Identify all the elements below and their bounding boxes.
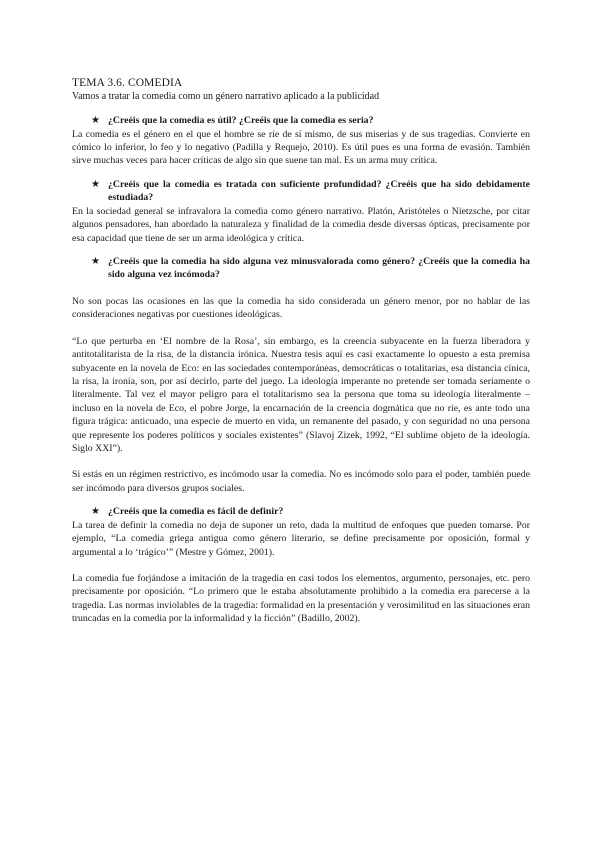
paragraph: En la sociedad general se infravalora la comedia como género narrativo. Platón, Aristóteles o Nietzsche, por citar algunos pensadores, han abordado la naturaleza y finalidad de la comedia desde diversas ópticas, precisamente por esa capacidad que tiene de ser un arma ideológica y crítica. [72, 205, 530, 244]
paragraph: No son pocas las ocasiones en las que la comedia ha sido considerada un género menor, por no hablar de las consideraciones negativas por cuestiones ideológicas. [72, 295, 530, 321]
star-icon: ★ [91, 506, 100, 518]
section-definition [72, 505, 530, 625]
paragraph: La comedia fue forjándose a imitación de la tragedia en casi todos los elementos, argumento, personajes, etc. pero precisamente por oposición. “Lo primero que le estaba absolutamente prohibido a la comedia era parecerse a la tragedia. Las normas inviolables de la tragedia: formalidad en la presentación y verosimilitud en las situaciones eran truncadas en la comedia por la informalidad y la ficción” (Badillo, 2002). [72, 572, 530, 625]
question-heading [72, 114, 530, 128]
section-depth [72, 178, 530, 245]
paragraph: Si estás en un régimen restrictivo, es incómodo usar la comedia. No es incómodo solo para el poder, también puede ser incómodo para diversos grupos sociales. [72, 469, 530, 494]
section-undervalued [72, 255, 530, 495]
paragraph: La comedia es el género en el que el hombre se ríe de sí mismo, de sus miserias y de sus tragedias. Convierte en cómico lo inferior, lo feo y lo negativo (Padilla y Requejo, 2010). Es útil pues es una forma de evasión. También sirve muchas veces para hacer críticas de algo sin que suene tan mal. Es un arma muy crítica. [72, 128, 530, 167]
page-subtitle: Vamos a tratar la comedia como un género narrativo aplicado a la publicidad [72, 91, 380, 102]
star-icon: ★ [91, 115, 100, 126]
star-icon: ★ [91, 255, 100, 267]
paragraph: La tarea de definir la comedia no deja de suponer un reto, dada la multitud de enfoques que pueden tomarse. Por ejemplo, “La comedia griega antigua como género literario, se define precisamente por oposición, formal y argumental a lo ‘trágico’” (Mestre y Gómez, 2001). [72, 519, 530, 558]
page-title: TEMA 3.6. COMEDIA [72, 77, 183, 89]
question-heading [72, 178, 530, 205]
question-heading [72, 505, 530, 519]
question-heading [72, 255, 530, 282]
question-text: ¿Creéis que la comedia ha sido alguna vez minusvalorada como género? ¿Creéis que la comedia ha sido alguna vez incómoda? [108, 255, 530, 281]
question-text: ¿Creéis que la comedia es tratada con suficiente profundidad? ¿Creéis que ha sido debidamente estudiada? [108, 178, 530, 204]
quote-paragraph: “Lo que perturba en ‘El nombre de la Rosa’, sin embargo, es la creencia subyacente en la fuerza liberadora y antitotalitarista de la risa, de la distancia irónica. Nuestra tesis aquí es casi exactamente lo opuesto a esta premisa subyacente en la novela de Eco: en las sociedades contemporáneas, democráticas o totalitarias, esa distancia cínica, la risa, la ironía, son, por así decirlo, parte del juego. La ideología imperante no pretende ser tomada seriamente o literalmente. Tal vez el mayor peligro para el totalitarismo sea la persona que toma su ideología literalmente – incluso en la novela de Eco, el pobre Jorge, la encarnación de la creencia dogmática que no ríe, es ante todo una figura trágica: anticuado, una especie de muerto en vida, un remanente del pasado, y con seguridad no una persona que represente los poderes políticos y sociales existentes” (Slavoj Zizek, 1992, “El sublime objeto de la ideología. Siglo XXI”). [72, 335, 530, 454]
star-icon: ★ [91, 178, 100, 190]
question-text: ¿Creéis que la comedia es fácil de definir? [108, 506, 284, 518]
section-utility [72, 114, 530, 168]
question-text: ¿Creéis que la comedia es útil? ¿Creéis que la comedia es seria? [108, 115, 374, 126]
